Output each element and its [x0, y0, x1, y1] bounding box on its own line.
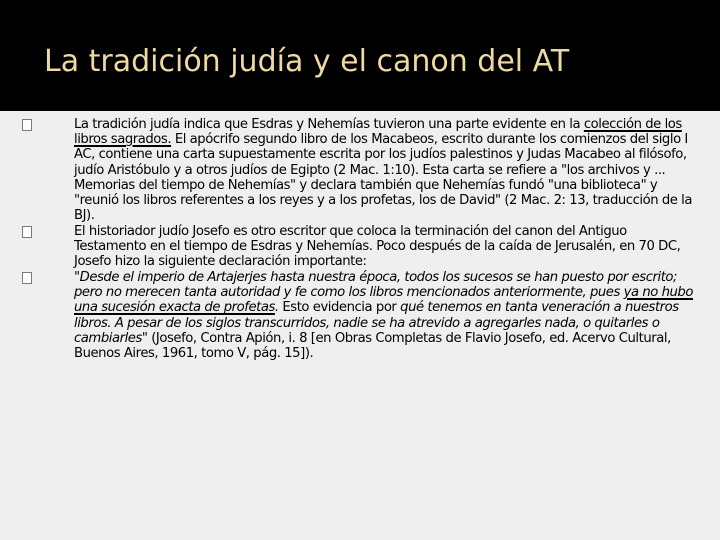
quote-continued-text: qué tenemos en tanta veneración a nuestros libros. A pesar de los siglos transcurridos, nadie se ha atrevido a agregarles nada, o quitarles o cambiarles [74, 300, 679, 346]
slide-title: La tradición judía y el canon del AT [44, 44, 570, 79]
bullet-text: El historiador judío Josefo es otro escritor que coloca la terminación del canon del Antiguo Testamento en el tiempo de Esdras y Nehemías. Poco después de la caída de Jerusalén, en 70 DC, Josefo hizo la siguiente declaración importante: [74, 223, 681, 270]
bullet-item-ezra-nehemiah [22, 117, 702, 223]
bullet-rest-text: El apócrifo segundo libro de los Macabeos, escrito durante los comienzos del siglo I AC, contiene una carta supuestamente escrita por los judíos palestinos y Judas Macabeo al filósofo, judío Aristóbulo y a otros judíos de Egipto (2 Mac. 1:10). Esta carta se refiere a "los archivos y ... Memorias del tiempo de Nehemías" y declara también que Nehemías fundó "una biblioteca" y "reunió los libros referentes a los reyes y a los profetas, los de David" (2 Mac. 2: 13, traducción de la BJ). [74, 132, 693, 224]
bullet-item-josephus-quote [22, 270, 702, 361]
square-bullet-icon [22, 272, 32, 284]
bullet-text [74, 270, 702, 361]
quote-open-mark: " [74, 270, 80, 286]
bullet-list [22, 117, 702, 362]
bullet-intro-text: La tradición judía indica que Esdras y Nehemías tuvieron una parte evidente en la [74, 117, 584, 132]
middle-text: Esto evidencia por [278, 300, 401, 316]
quote-period: . [274, 300, 279, 316]
underlined-phrase: colección de los libros sagrados. [74, 117, 682, 148]
quote-before-text: Desde el imperio de Artajerjes hasta nuestra época, todos los sucesos se han puesto por escrito; pero no merecen tanta autoridad y fe como los libros mencionados anteriormente, pues [74, 270, 678, 301]
bullet-item-josephus [22, 224, 702, 270]
citation-text: " (Josefo, Contra Apión, i. 8 [en Obras Completas de Flavio Josefo, ed. Acervo Cultural, Buenos Aires, 1961, tomo V, pág. 15]). [74, 330, 671, 362]
square-bullet-icon [22, 226, 32, 238]
underlined-quote-phrase: ya no hubo una sucesión exacta de profetas [74, 285, 693, 316]
bullet-text [74, 117, 702, 223]
square-bullet-icon [22, 119, 32, 131]
